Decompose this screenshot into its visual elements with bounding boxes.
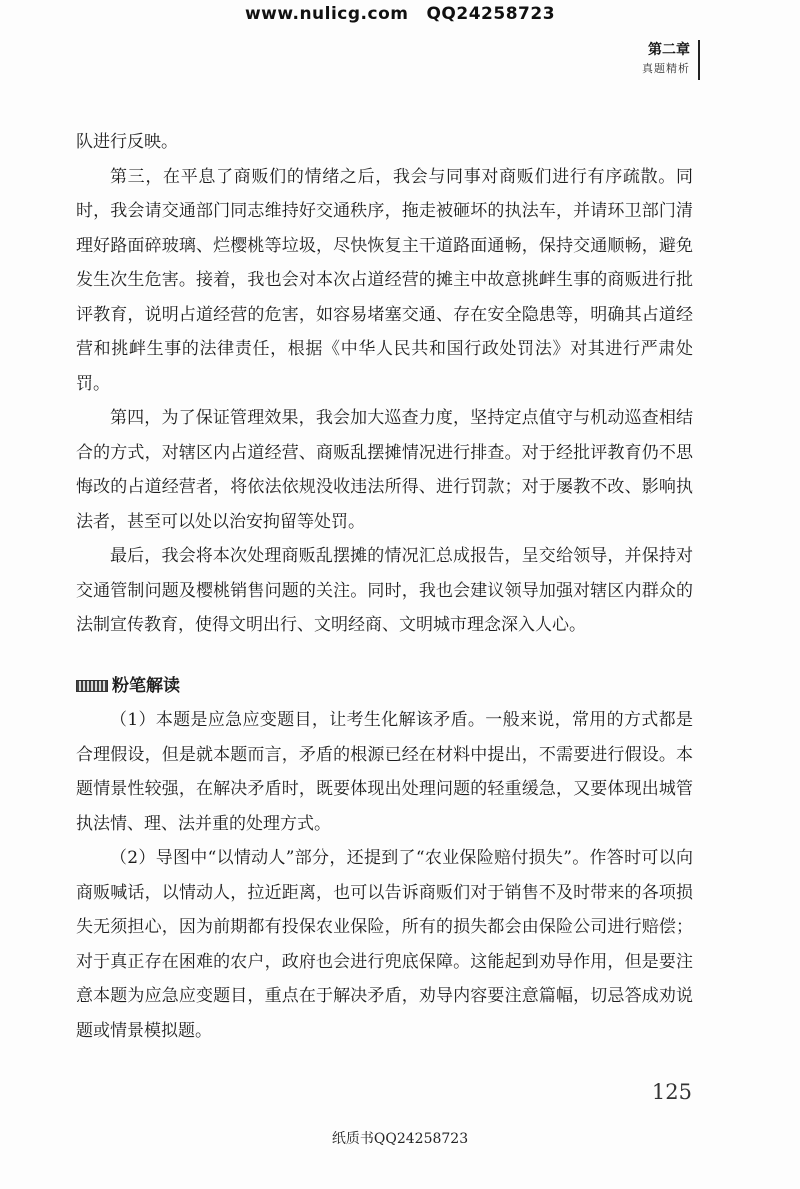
- header-divider: [698, 40, 700, 80]
- paragraph-fourth: 第四，为了保证管理效果，我会加大巡查力度，坚持定点值守与机动巡查相结合的方式，对辖区内占道经营、商贩乱摆摊情况进行排查。对于经批评教育仍不思悔改的占道经营者，将依法依规没收违法所得、进行罚款；对于屡教不改、影响执法者，甚至可以处以治安拘留等处罚。: [76, 408, 693, 532]
- paragraph-third: 第三，在平息了商贩们的情绪之后，我会与同事对商贩们进行有序疏散。同时，我会请交通部门同志维持好交通秩序，拖走被砸坏的执法车，并请环卫部门清理好路面碎玻璃、烂樱桃等垃圾，尽快恢复主干道路面通畅，保持交通顺畅，避免发生次生危害。接着，我也会对本次占道经营的摊主中故意挑衅生事的商贩进行批评教育，说明占道经营的危害，如容易堵塞交通、存在安全隐患等，明确其占道经营和挑衅生事的法律责任，根据《中华人民共和国行政处罚法》对其进行严肃处罚。: [76, 166, 693, 394]
- chapter-header: [642, 40, 690, 78]
- section-item-2: （2）导图中“以情动人”部分，还提到了“农业保险赔付损失”。作答时可以向商贩喊话，以情动人，拉近距离，也可以告诉商贩们对于销售不及时带来的各项损失无须担心，因为前期都有投保农业保险，所有的损失都会由保险公司进行赔偿；对于真正存在困难的农户，政府也会进行兜底保障。这能起到劝导作用，但是要注意本题为应急应变题目，重点在于解决矛盾，劝导内容要注意篇幅，切忌答成劝说题或情景模拟题。: [76, 848, 693, 1041]
- section-title: 粉笔解读: [112, 675, 180, 696]
- section-heading: [76, 669, 693, 704]
- banner-site: www.nulicg.com: [244, 4, 409, 24]
- footer-watermark: 纸质书QQ24258723: [331, 1131, 469, 1147]
- top-banner: [0, 4, 800, 24]
- page-number: 125: [651, 1080, 692, 1104]
- section-marker-icon: [76, 680, 108, 692]
- page-body: [76, 125, 693, 1048]
- chapter-title: 第二章: [648, 42, 690, 58]
- paragraph-last: 最后，我会将本次处理商贩乱摆摊的情况汇总成报告，呈交给领导，并保持对交通管制问题及樱桃销售问题的关注。同时，我也会建议领导加强对辖区内群众的法制宣传教育，使得文明出行、文明经商、文明城市理念深入人心。: [76, 546, 693, 635]
- paragraph-continuation: 队进行反映。: [76, 132, 178, 152]
- banner-qq: QQ24258723: [426, 4, 556, 24]
- chapter-subtitle: 真题精析: [642, 62, 690, 75]
- section-item-1: （1）本题是应急应变题目，让考生化解该矛盾。一般来说，常用的方式都是合理假设，但是就本题而言，矛盾的根源已经在材料中提出，不需要进行假设。本题情景性较强，在解决矛盾时，既要体现出处理问题的轻重缓急，又要体现出城管执法情、理、法并重的处理方式。: [76, 710, 693, 834]
